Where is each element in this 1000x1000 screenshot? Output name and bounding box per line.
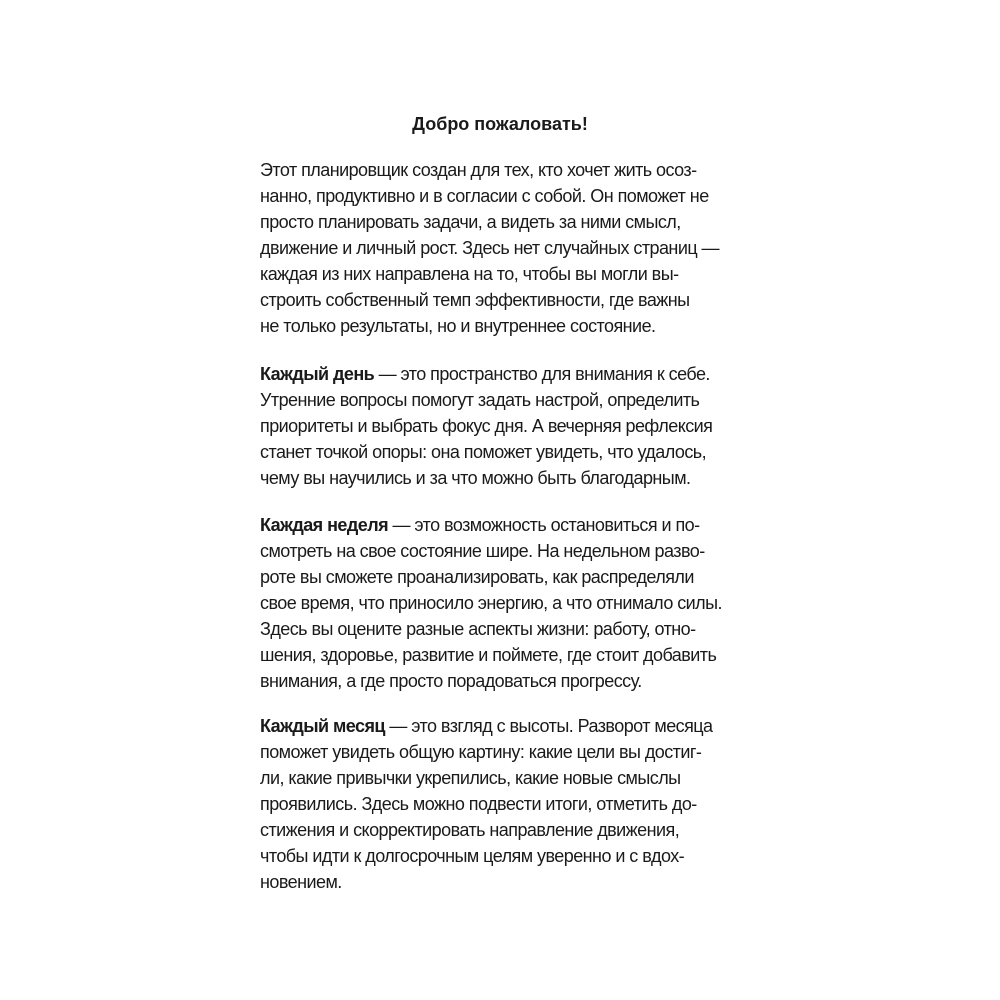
paragraph-first-line xyxy=(260,713,760,739)
intro-paragraph xyxy=(260,157,760,339)
monthly-paragraph xyxy=(260,713,760,895)
paragraph-line: приоритеты и выбрать фокус дня. А вечерняя рефлексия xyxy=(260,416,713,436)
paragraph-line: станет точкой опоры: она поможет увидеть, что удалось, xyxy=(260,442,707,462)
paragraph-line: чему вы научились и за что можно быть благодарным. xyxy=(260,468,691,488)
paragraph-line: чтобы идти к долгосрочным целям уверенно и с вдох- xyxy=(260,846,685,866)
page-title: Добро пожаловать! xyxy=(412,114,588,134)
daily-first-line-rest: — это пространство для внимания к себе. xyxy=(374,364,710,384)
paragraph-line: поможет увидеть общую картину: какие цели вы достиг- xyxy=(260,742,702,762)
paragraph-line: ли, какие привычки укрепились, какие новые смыслы xyxy=(260,768,681,788)
paragraph-line: свое время, что приносило энергию, а что отнимало силы. xyxy=(260,593,722,613)
paragraph-line: роте вы сможете проанализировать, как распределяли xyxy=(260,567,694,587)
weekly-paragraph xyxy=(260,512,760,694)
weekly-lead: Каждая неделя xyxy=(260,515,389,535)
paragraph-line: новением. xyxy=(260,872,342,892)
paragraph-line: нанно, продуктивно и в согласии с собой. Он поможет не xyxy=(260,186,709,206)
paragraph-line: стижения и скорректировать направление движения, xyxy=(260,820,680,840)
monthly-first-line-rest: — это взгляд с высоты. Разворот месяца xyxy=(384,716,713,736)
paragraph-line: проявились. Здесь можно подвести итоги, отметить до- xyxy=(260,794,697,814)
paragraph-first-line xyxy=(260,361,760,387)
paragraph-line: не только результаты, но и внутреннее состояние. xyxy=(260,316,656,336)
paragraph-first-line xyxy=(260,512,760,538)
paragraph-line: Этот планировщик создан для тех, кто хочет жить осоз- xyxy=(260,160,697,180)
paragraph-line: просто планировать задачи, а видеть за ними смысл, xyxy=(260,212,681,232)
paragraph-line: внимания, а где просто порадоваться прогрессу. xyxy=(260,671,642,691)
paragraph-line: движение и личный рост. Здесь нет случайных страниц — xyxy=(260,238,719,258)
paragraph-line: смотреть на свое состояние шире. На недельном разво- xyxy=(260,541,705,561)
paragraph-line: Утренние вопросы помогут задать настрой, определить xyxy=(260,390,700,410)
paragraph-line: шения, здоровье, развитие и поймете, где стоит добавить xyxy=(260,645,717,665)
daily-lead: Каждый день xyxy=(260,364,375,384)
weekly-first-line-rest: — это возможность остановиться и по- xyxy=(388,515,700,535)
daily-paragraph xyxy=(260,361,760,491)
paragraph-line: строить собственный темп эффективности, где важны xyxy=(260,290,690,310)
paragraph-line: Здесь вы оцените разные аспекты жизни: работу, отно- xyxy=(260,619,696,639)
paragraph-line: каждая из них направлена на то, чтобы вы могли вы- xyxy=(260,264,679,284)
monthly-lead: Каждый месяц xyxy=(260,716,385,736)
